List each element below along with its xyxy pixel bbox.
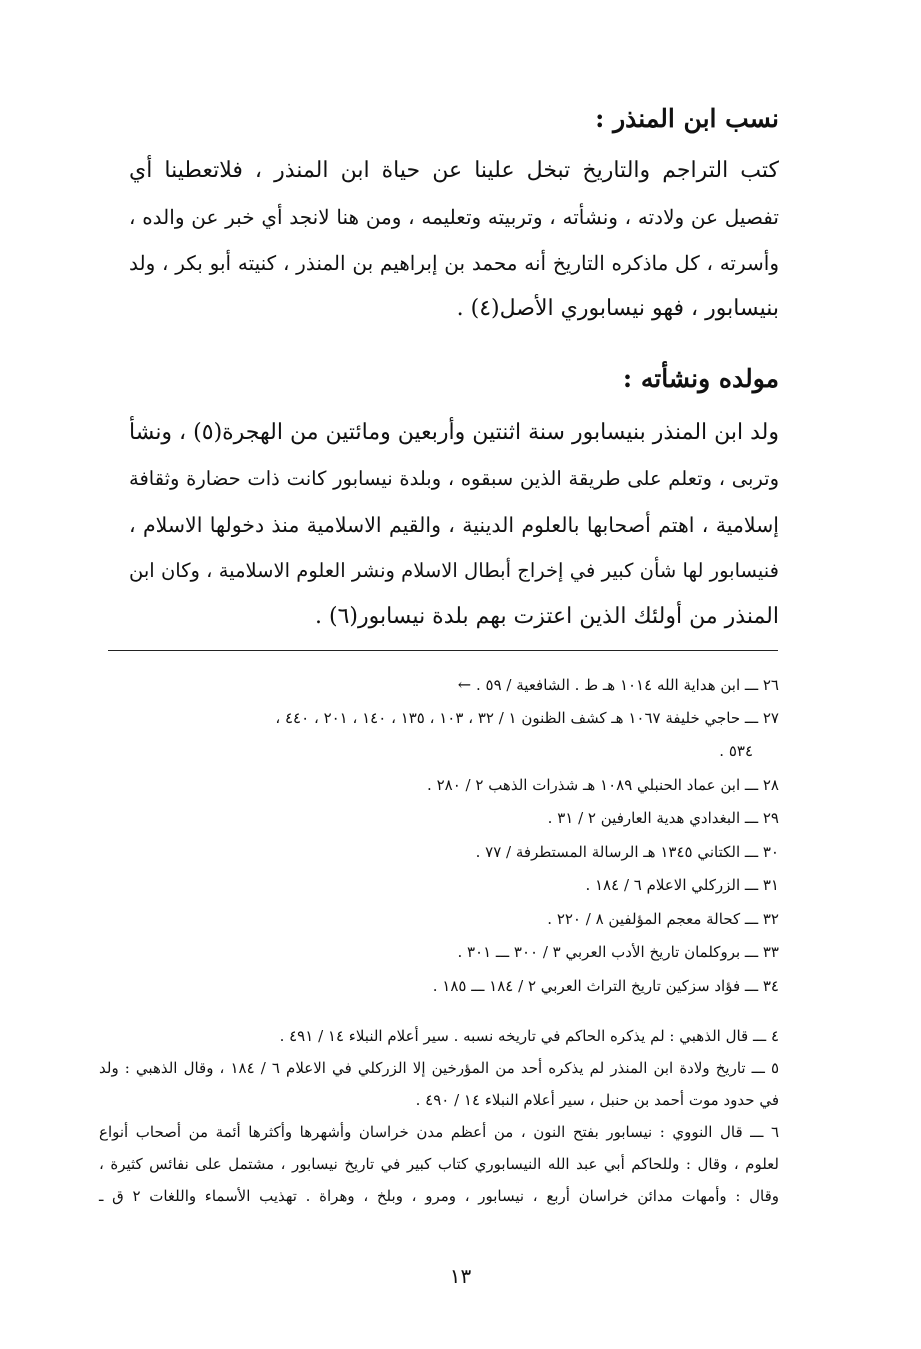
footnote: وقال : وأمهات مدائن خراسان أربع ، نيسابور ، ومرو ، وبلخ ، وهراة . تهذيب الأسماء واللغات ٢ ق ـ [99, 1187, 779, 1205]
footnotes [99, 1020, 779, 1212]
paragraph-line: إسلامية ، اهتم أصحابها بالعلوم الدينية ، والقيم الاسلامية منذ دخولها الاسلام ، [129, 513, 779, 537]
reference-item: ٢٧ ـــ حاجي خليفة ١٠٦٧ هـ كشف الظنون ١ / ٣٢ ، ١٠٣ ، ١٣٥ ، ١٤٠ ، ٢٠١ ، ٤٤٠ ، [275, 708, 779, 727]
footnote: ٤ ـــ قال الذهبي : لم يذكره الحاكم في تاريخه نسبه . سير أعلام النبلاء ١٤ / ٤٩١ . [279, 1027, 779, 1045]
paragraph-line: فنيسابور لها شأن كبير في إخراج أبطال الاسلام ونشر العلوم الاسلامية ، وكان ابن [129, 559, 779, 582]
page-number: ١٣ [449, 1264, 472, 1288]
footnote: ٦ ـــ قال النووي : نيسابور بفتح النون ، من أعظم مدن خراسان وأشهرها وأكثرها أئمة من أصحاب أنواع [99, 1123, 779, 1141]
footnote: لعلوم ، وقال : وللحاكم أبي عبد الله النيسابوري كتاب كبير في تاريخ نيسابور ، مشتمل على نفائس كثيرة ، [99, 1155, 779, 1173]
paragraph-line: كتب التراجم والتاريخ تبخل علينا عن حياة ابن المنذر ، فلاتعطينا أي [129, 158, 779, 183]
paragraph-line: المنذر من أولئك الذين اعتزت بهم بلدة نيسابور(٦) . [315, 604, 779, 629]
reference-item: ٥٣٤ . [719, 742, 753, 760]
reference-item: ٣٢ ـــ كحالة معجم المؤلفين ٨ / ٢٢٠ . [547, 909, 779, 928]
footnote: في حدود موت أحمد بن حنبل ، سير أعلام النبلاء ١٤ / ٤٩٠ . [415, 1091, 779, 1109]
reference-item: ٣٠ ـــ الكتاني ١٣٤٥ هـ الرسالة المستطرفة / ٧٧ . [475, 842, 779, 861]
paragraph-birth [129, 410, 779, 640]
reference-item: ٢٨ ـــ ابن عماد الحنبلي ١٠٨٩ هـ شذرات الذهب ٢ / ٢٨٠ . [427, 775, 779, 794]
arrow-icon: ← [457, 675, 472, 694]
section-heading-birth: مولده ونشأته : [622, 364, 779, 393]
reference-item-text: ٢٦ ـــ ابن هداية الله ١٠١٤ هـ ط . الشافعية / ٥٩ . [475, 676, 779, 694]
paragraph-lineage [129, 148, 779, 332]
footnote-separator [108, 650, 778, 651]
reference-item: ٣١ ـــ الزركلي الاعلام ٦ / ١٨٤ . [585, 876, 779, 894]
reference-list [119, 668, 779, 1003]
paragraph-line: وتربى ، وتعلم على طريقة الذين سبقوه ، وبلدة نيسابور كانت ذات حضارة وثقافة [129, 467, 779, 490]
paragraph-line: تفصيل عن ولادته ، ونشأته ، وتربيته وتعليمه ، ومن هنا لانجد أي خبر عن والده ، [129, 205, 779, 229]
reference-item: ٢٩ ـــ البغدادي هدية العارفين ٢ / ٣١ . [547, 809, 779, 827]
reference-item [119, 668, 779, 702]
paragraph-line: ولد ابن المنذر بنيسابور سنة اثنتين وأربعين ومائتين من الهجرة(٥) ، ونشأ [128, 420, 779, 445]
footnote: ٥ ـــ تاريخ ولادة ابن المنذر لم يذكره أحد من المؤرخين إلا الزركلي في الاعلام ٦ / ١٨٤ ، وقال الذهبي : ولد [99, 1059, 780, 1077]
paragraph-line: وأسرته ، كل ماذكره التاريخ أنه محمد بن إبراهيم بن المنذر ، كنيته أبو بكر ، ولد [129, 251, 779, 275]
section-heading-lineage: نسب ابن المنذر : [595, 104, 779, 133]
paragraph-line: بنيسابور ، فهو نيسابوري الأصل(٤) . [456, 296, 779, 321]
reference-item: ٣٤ ـــ فؤاد سزكين تاريخ التراث العربي ٢ / ١٨٤ ـــ ١٨٥ . [432, 976, 779, 995]
reference-item: ٣٣ ـــ بروكلمان تاريخ الأدب العربي ٣ / ٣٠٠ ـــ ٣٠١ . [457, 943, 779, 961]
